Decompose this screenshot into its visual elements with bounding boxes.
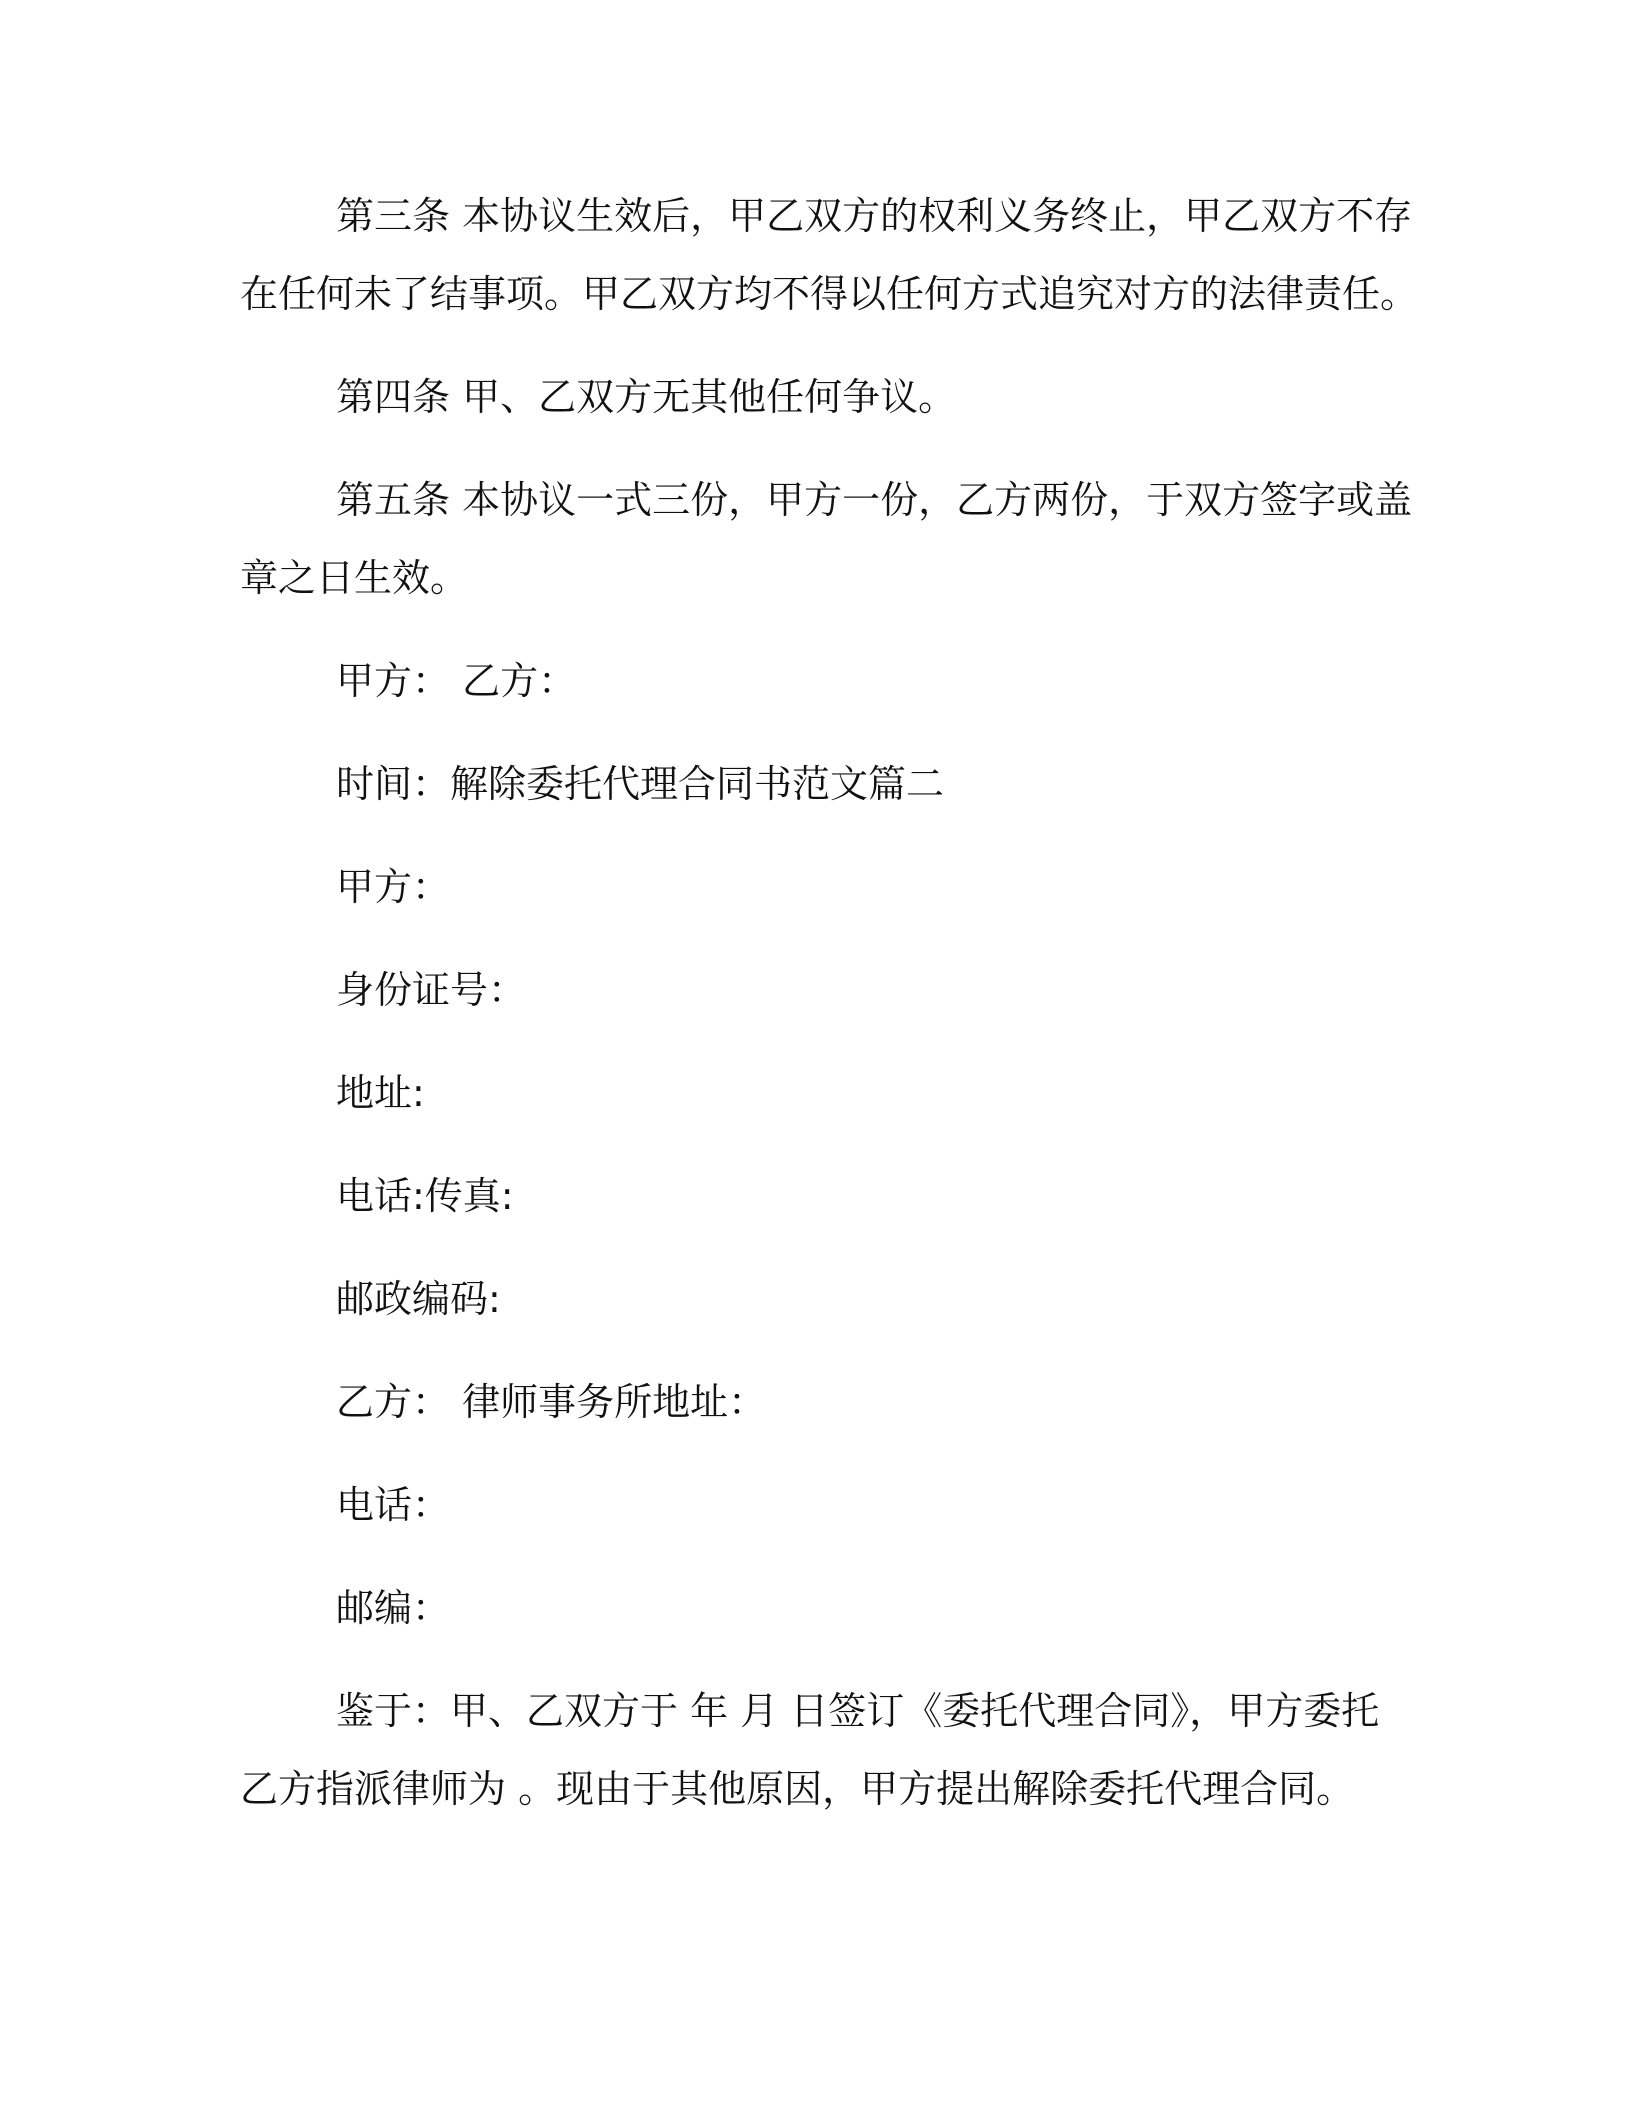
paragraph-id-number: [240, 951, 1390, 1029]
paragraph-line: 乙方： 律师事务所地址：: [336, 1380, 767, 1424]
paragraph-line: 身份证号：: [336, 968, 527, 1012]
paragraph-line: 第四条 甲、乙双方无其他任何争议。: [336, 375, 957, 419]
paragraph-time-title: [240, 745, 1390, 823]
paragraph-line: 鉴于：甲、乙双方于 年 月 日签订《委托代理合同》，甲方委托: [336, 1689, 1380, 1733]
paragraph-line: 时间：解除委托代理合同书范文篇二: [336, 762, 945, 806]
paragraph-whereas: [240, 1672, 1390, 1828]
paragraph-line: 甲方：: [336, 865, 451, 909]
paragraph-line: 第五条 本协议一式三份，甲方一份，乙方两份，于双方签字或盖: [336, 478, 1413, 522]
paragraph-line: 章之日生效。: [240, 556, 469, 600]
paragraph-zip: [240, 1569, 1390, 1647]
paragraph-phone-fax: [240, 1157, 1390, 1235]
paragraph-line: 邮政编码:: [336, 1277, 501, 1321]
paragraph-line: 在任何未了结事项。甲乙双方均不得以任何方式追究对方的法律责任。: [240, 272, 1419, 316]
paragraph-party-a: [240, 848, 1390, 926]
paragraph-parties-sign: [240, 642, 1390, 720]
paragraph-article-5: [240, 461, 1413, 617]
paragraph-article-4: [240, 358, 1390, 436]
paragraph-line: 第三条 本协议生效后，甲乙双方的权利义务终止，甲乙双方不存: [336, 194, 1413, 238]
paragraph-line: 乙方指派律师为 。现由于其他原因，甲方提出解除委托代理合同。: [240, 1767, 1355, 1811]
paragraph-postcode: [240, 1260, 1390, 1338]
paragraph-line: 电话：: [336, 1483, 451, 1527]
paragraph-party-b: [240, 1363, 1390, 1441]
paragraph-phone: [240, 1466, 1390, 1544]
paragraph-line: 电话:传真:: [336, 1174, 514, 1218]
paragraph-line: 地址:: [336, 1071, 425, 1115]
paragraph-line: 甲方： 乙方：: [336, 659, 577, 703]
paragraph-line: 邮编：: [336, 1586, 451, 1630]
paragraph-address: [240, 1054, 1390, 1132]
paragraph-article-3: [240, 177, 1419, 333]
